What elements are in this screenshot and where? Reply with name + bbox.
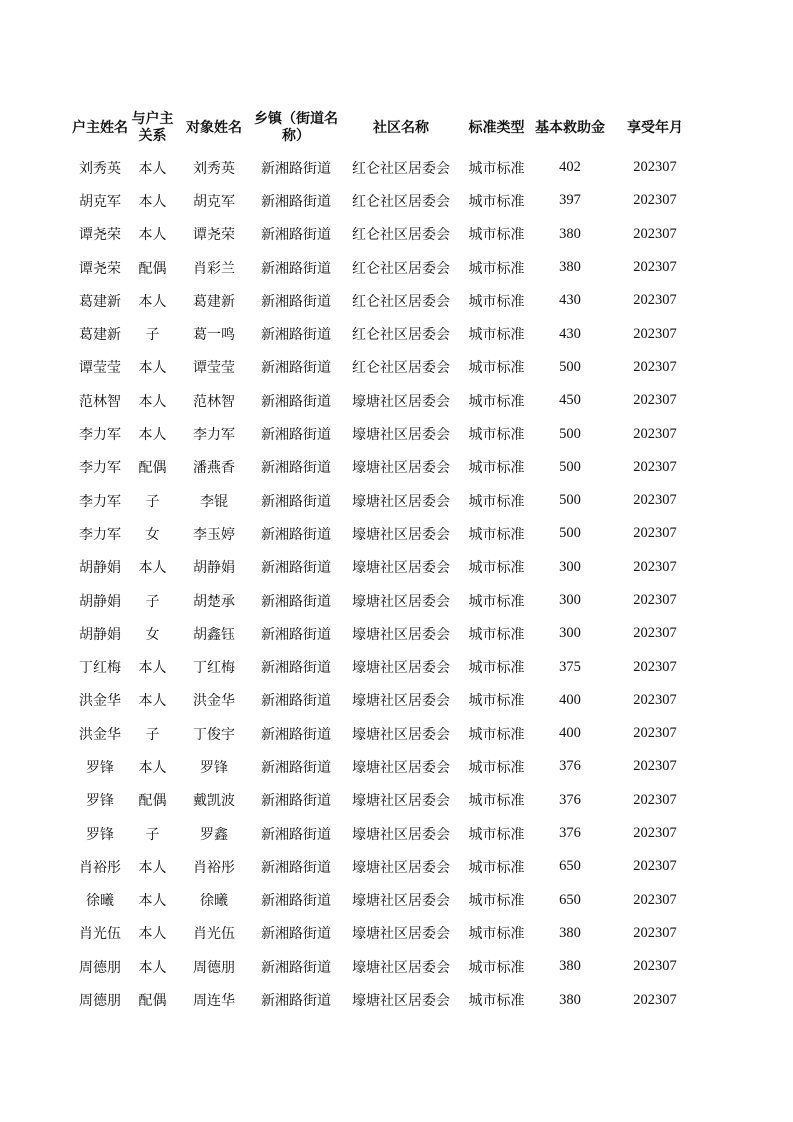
relationship-cell: 配偶 bbox=[138, 993, 167, 1010]
month-cell: 202307 bbox=[633, 558, 677, 575]
relationship-cell: 子 bbox=[145, 327, 160, 344]
community-cell: 壕塘社区居委会 bbox=[352, 959, 450, 976]
month-cell: 202307 bbox=[633, 858, 677, 875]
basic-aid-cell: 400 bbox=[559, 725, 581, 742]
month-cell: 202307 bbox=[633, 392, 677, 409]
basic-aid-cell: 500 bbox=[559, 525, 581, 542]
table-row bbox=[70, 917, 700, 950]
household-head-cell: 胡静娟 bbox=[79, 560, 121, 577]
table-row bbox=[70, 384, 700, 417]
month-cell: 202307 bbox=[633, 159, 677, 176]
standard-type-cell: 城市标准 bbox=[468, 227, 525, 244]
subdistrict-cell: 新湘路街道 bbox=[261, 327, 331, 344]
standard-type-cell: 城市标准 bbox=[468, 759, 525, 776]
standard-type-cell: 城市标准 bbox=[468, 560, 525, 577]
community-cell: 壕塘社区居委会 bbox=[352, 460, 450, 477]
basic-aid-cell: 500 bbox=[559, 358, 581, 375]
month-cell: 202307 bbox=[633, 292, 677, 309]
roster-body bbox=[70, 151, 700, 1017]
household-head-cell: 李力军 bbox=[79, 493, 121, 510]
recipient-name-cell: 丁红梅 bbox=[193, 660, 235, 677]
subdistrict-cell: 新湘路街道 bbox=[261, 793, 331, 810]
subdistrict-cell: 新湘路街道 bbox=[261, 460, 331, 477]
recipient-name-cell: 谭尧荣 bbox=[193, 227, 235, 244]
recipient-name-cell: 李锟 bbox=[200, 493, 228, 510]
community-cell: 红仑社区居委会 bbox=[352, 293, 450, 310]
community-cell: 壕塘社区居委会 bbox=[352, 859, 450, 876]
relationship-cell: 配偶 bbox=[138, 793, 167, 810]
recipient-name-cell: 罗锋 bbox=[200, 759, 228, 776]
relationship-cell: 子 bbox=[145, 593, 160, 610]
subdistrict-cell: 新湘路街道 bbox=[261, 227, 331, 244]
relationship-cell: 本人 bbox=[138, 193, 167, 210]
month-cell: 202307 bbox=[633, 625, 677, 642]
month-cell: 202307 bbox=[633, 725, 677, 742]
basic-aid-cell: 375 bbox=[559, 658, 581, 675]
household-head-cell: 罗锋 bbox=[86, 793, 114, 810]
subdistrict-cell: 新湘路街道 bbox=[261, 360, 331, 377]
relationship-cell: 本人 bbox=[138, 427, 167, 444]
table-row bbox=[70, 151, 700, 184]
table-row bbox=[70, 650, 700, 683]
relationship-cell: 女 bbox=[145, 526, 160, 543]
table-row bbox=[70, 817, 700, 850]
subdistrict-cell: 新湘路街道 bbox=[261, 160, 331, 177]
month-cell: 202307 bbox=[633, 991, 677, 1008]
recipient-name-cell: 葛一鸣 bbox=[193, 327, 235, 344]
standard-type-cell: 城市标准 bbox=[468, 360, 525, 377]
header-relationship: 与户主关系 bbox=[131, 111, 174, 144]
community-cell: 红仑社区居委会 bbox=[352, 160, 450, 177]
basic-aid-cell: 650 bbox=[559, 858, 581, 875]
table-row bbox=[70, 717, 700, 750]
basic-aid-cell: 397 bbox=[559, 192, 581, 209]
household-head-cell: 李力军 bbox=[79, 526, 121, 543]
basic-aid-cell: 380 bbox=[559, 991, 581, 1008]
household-head-cell: 李力军 bbox=[79, 460, 121, 477]
relationship-cell: 配偶 bbox=[138, 260, 167, 277]
household-head-cell: 丁红梅 bbox=[79, 660, 121, 677]
basic-aid-cell: 400 bbox=[559, 691, 581, 708]
household-head-cell: 胡静娟 bbox=[79, 626, 121, 643]
basic-aid-cell: 402 bbox=[559, 159, 581, 176]
relationship-cell: 本人 bbox=[138, 893, 167, 910]
relationship-cell: 子 bbox=[145, 826, 160, 843]
standard-type-cell: 城市标准 bbox=[468, 293, 525, 310]
relationship-cell: 本人 bbox=[138, 759, 167, 776]
table-row bbox=[70, 950, 700, 983]
recipient-name-cell: 洪金华 bbox=[193, 693, 235, 710]
community-cell: 壕塘社区居委会 bbox=[352, 693, 450, 710]
relationship-cell: 子 bbox=[145, 493, 160, 510]
recipient-name-cell: 胡楚承 bbox=[193, 593, 235, 610]
community-cell: 壕塘社区居委会 bbox=[352, 560, 450, 577]
table-row bbox=[70, 551, 700, 584]
relationship-cell: 本人 bbox=[138, 859, 167, 876]
basic-aid-cell: 376 bbox=[559, 758, 581, 775]
subdistrict-cell: 新湘路街道 bbox=[261, 593, 331, 610]
recipient-name-cell: 肖裕彤 bbox=[193, 859, 235, 876]
header-recipient-name: 对象姓名 bbox=[186, 119, 242, 136]
subdistrict-cell: 新湘路街道 bbox=[261, 693, 331, 710]
basic-aid-cell: 380 bbox=[559, 259, 581, 276]
subdistrict-cell: 新湘路街道 bbox=[261, 560, 331, 577]
basic-aid-cell: 376 bbox=[559, 791, 581, 808]
community-cell: 壕塘社区居委会 bbox=[352, 626, 450, 643]
standard-type-cell: 城市标准 bbox=[468, 593, 525, 610]
recipient-name-cell: 徐曦 bbox=[200, 893, 228, 910]
recipient-name-cell: 周连华 bbox=[193, 993, 235, 1010]
subdistrict-cell: 新湘路街道 bbox=[261, 293, 331, 310]
month-cell: 202307 bbox=[633, 259, 677, 276]
recipient-name-cell: 丁俊宇 bbox=[193, 726, 235, 743]
roster-table bbox=[70, 105, 700, 1017]
relationship-cell: 本人 bbox=[138, 293, 167, 310]
household-head-cell: 罗锋 bbox=[86, 826, 114, 843]
standard-type-cell: 城市标准 bbox=[468, 793, 525, 810]
subdistrict-cell: 新湘路街道 bbox=[261, 726, 331, 743]
table-row bbox=[70, 884, 700, 917]
subdistrict-cell: 新湘路街道 bbox=[261, 193, 331, 210]
household-head-cell: 徐曦 bbox=[86, 893, 114, 910]
standard-type-cell: 城市标准 bbox=[468, 893, 525, 910]
assistance-roster bbox=[70, 105, 700, 1017]
standard-type-cell: 城市标准 bbox=[468, 393, 525, 410]
relationship-cell: 本人 bbox=[138, 560, 167, 577]
recipient-name-cell: 周德朋 bbox=[193, 959, 235, 976]
community-cell: 壕塘社区居委会 bbox=[352, 393, 450, 410]
subdistrict-cell: 新湘路街道 bbox=[261, 893, 331, 910]
basic-aid-cell: 300 bbox=[559, 592, 581, 608]
basic-aid-cell: 376 bbox=[559, 825, 581, 842]
standard-type-cell: 城市标准 bbox=[468, 959, 525, 976]
month-cell: 202307 bbox=[633, 958, 677, 975]
household-head-cell: 周德朋 bbox=[79, 993, 121, 1010]
basic-aid-cell: 300 bbox=[559, 625, 581, 642]
table-row bbox=[70, 284, 700, 317]
relationship-cell: 本人 bbox=[138, 227, 167, 244]
household-head-cell: 周德朋 bbox=[79, 959, 121, 976]
subdistrict-cell: 新湘路街道 bbox=[261, 427, 331, 444]
standard-type-cell: 城市标准 bbox=[468, 160, 525, 177]
community-cell: 壕塘社区居委会 bbox=[352, 993, 450, 1010]
relationship-cell: 本人 bbox=[138, 360, 167, 377]
standard-type-cell: 城市标准 bbox=[468, 626, 525, 643]
household-head-cell: 葛建新 bbox=[79, 327, 121, 344]
household-head-cell: 葛建新 bbox=[79, 293, 121, 310]
basic-aid-cell: 430 bbox=[559, 325, 581, 342]
relationship-cell: 子 bbox=[145, 726, 160, 743]
community-cell: 红仑社区居委会 bbox=[352, 360, 450, 377]
table-row bbox=[70, 417, 700, 450]
basic-aid-cell: 650 bbox=[559, 891, 581, 908]
basic-aid-cell: 500 bbox=[559, 425, 581, 442]
month-cell: 202307 bbox=[633, 425, 677, 442]
subdistrict-cell: 新湘路街道 bbox=[261, 826, 331, 843]
header-basic-aid: 基本救助金 bbox=[535, 119, 605, 136]
header-community: 社区名称 bbox=[373, 119, 429, 136]
community-cell: 红仑社区居委会 bbox=[352, 327, 450, 344]
recipient-name-cell: 胡鑫钰 bbox=[193, 626, 235, 643]
relationship-cell: 本人 bbox=[138, 393, 167, 410]
month-cell: 202307 bbox=[633, 691, 677, 708]
household-head-cell: 范林智 bbox=[79, 393, 121, 410]
subdistrict-cell: 新湘路街道 bbox=[261, 926, 331, 943]
basic-aid-cell: 500 bbox=[559, 492, 581, 509]
community-cell: 红仑社区居委会 bbox=[352, 227, 450, 244]
household-head-cell: 谭莹莹 bbox=[79, 360, 121, 377]
recipient-name-cell: 刘秀英 bbox=[193, 160, 235, 177]
basic-aid-cell: 380 bbox=[559, 225, 581, 242]
subdistrict-cell: 新湘路街道 bbox=[261, 526, 331, 543]
household-head-cell: 肖裕彤 bbox=[79, 859, 121, 876]
month-cell: 202307 bbox=[633, 924, 677, 941]
standard-type-cell: 城市标准 bbox=[468, 427, 525, 444]
household-head-cell: 刘秀英 bbox=[79, 160, 121, 177]
household-head-cell: 胡静娟 bbox=[79, 593, 121, 610]
recipient-name-cell: 胡克军 bbox=[193, 193, 235, 210]
standard-type-cell: 城市标准 bbox=[468, 693, 525, 710]
recipient-name-cell: 罗鑫 bbox=[200, 826, 228, 843]
community-cell: 壕塘社区居委会 bbox=[352, 660, 450, 677]
standard-type-cell: 城市标准 bbox=[468, 493, 525, 510]
basic-aid-cell: 430 bbox=[559, 292, 581, 309]
basic-aid-cell: 300 bbox=[559, 558, 581, 575]
table-row bbox=[70, 451, 700, 484]
month-cell: 202307 bbox=[633, 325, 677, 342]
relationship-cell: 本人 bbox=[138, 160, 167, 177]
basic-aid-cell: 380 bbox=[559, 924, 581, 941]
table-row bbox=[70, 351, 700, 384]
community-cell: 壕塘社区居委会 bbox=[352, 926, 450, 943]
recipient-name-cell: 李力军 bbox=[193, 427, 235, 444]
standard-type-cell: 城市标准 bbox=[468, 260, 525, 277]
standard-type-cell: 城市标准 bbox=[468, 993, 525, 1010]
community-cell: 壕塘社区居委会 bbox=[352, 726, 450, 743]
subdistrict-cell: 新湘路街道 bbox=[261, 859, 331, 876]
household-head-cell: 谭尧荣 bbox=[79, 227, 121, 244]
standard-type-cell: 城市标准 bbox=[468, 726, 525, 743]
household-head-cell: 罗锋 bbox=[86, 759, 114, 776]
subdistrict-cell: 新湘路街道 bbox=[261, 660, 331, 677]
relationship-cell: 本人 bbox=[138, 660, 167, 677]
basic-aid-cell: 500 bbox=[559, 458, 581, 475]
month-cell: 202307 bbox=[633, 358, 677, 375]
subdistrict-cell: 新湘路街道 bbox=[261, 959, 331, 976]
subdistrict-cell: 新湘路街道 bbox=[261, 260, 331, 277]
community-cell: 壕塘社区居委会 bbox=[352, 893, 450, 910]
table-row bbox=[70, 684, 700, 717]
standard-type-cell: 城市标准 bbox=[468, 859, 525, 876]
community-cell: 壕塘社区居委会 bbox=[352, 493, 450, 510]
table-row bbox=[70, 850, 700, 883]
standard-type-cell: 城市标准 bbox=[468, 926, 525, 943]
standard-type-cell: 城市标准 bbox=[468, 826, 525, 843]
standard-type-cell: 城市标准 bbox=[468, 460, 525, 477]
table-row bbox=[70, 251, 700, 284]
recipient-name-cell: 李玉婷 bbox=[193, 526, 235, 543]
household-head-cell: 洪金华 bbox=[79, 693, 121, 710]
household-head-cell: 肖光伍 bbox=[79, 926, 121, 943]
table-row bbox=[70, 484, 700, 517]
recipient-name-cell: 谭莹莹 bbox=[193, 360, 235, 377]
header-row bbox=[70, 105, 700, 151]
subdistrict-cell: 新湘路街道 bbox=[261, 759, 331, 776]
relationship-cell: 本人 bbox=[138, 926, 167, 943]
table-row bbox=[70, 317, 700, 350]
table-row bbox=[70, 517, 700, 550]
standard-type-cell: 城市标准 bbox=[468, 526, 525, 543]
month-cell: 202307 bbox=[633, 458, 677, 475]
month-cell: 202307 bbox=[633, 658, 677, 675]
table-row bbox=[70, 184, 700, 217]
recipient-name-cell: 肖光伍 bbox=[193, 926, 235, 943]
header-household-head: 户主姓名 bbox=[72, 119, 128, 136]
month-cell: 202307 bbox=[633, 492, 677, 509]
subdistrict-cell: 新湘路街道 bbox=[261, 993, 331, 1010]
basic-aid-cell: 380 bbox=[559, 958, 581, 975]
relationship-cell: 女 bbox=[145, 626, 160, 643]
relationship-cell: 本人 bbox=[138, 959, 167, 976]
recipient-name-cell: 戴凯波 bbox=[193, 793, 235, 810]
table-row bbox=[70, 750, 700, 783]
month-cell: 202307 bbox=[633, 525, 677, 542]
recipient-name-cell: 胡静娟 bbox=[193, 560, 235, 577]
recipient-name-cell: 潘燕香 bbox=[193, 460, 235, 477]
community-cell: 壕塘社区居委会 bbox=[352, 793, 450, 810]
relationship-cell: 配偶 bbox=[138, 460, 167, 477]
table-row bbox=[70, 983, 700, 1016]
community-cell: 壕塘社区居委会 bbox=[352, 826, 450, 843]
month-cell: 202307 bbox=[633, 192, 677, 209]
header-month: 享受年月 bbox=[627, 119, 683, 136]
household-head-cell: 洪金华 bbox=[79, 726, 121, 743]
recipient-name-cell: 葛建新 bbox=[193, 293, 235, 310]
recipient-name-cell: 肖彩兰 bbox=[193, 260, 235, 277]
community-cell: 壕塘社区居委会 bbox=[352, 526, 450, 543]
header-subdistrict: 乡镇（街道名称） bbox=[254, 111, 338, 144]
household-head-cell: 谭尧荣 bbox=[79, 260, 121, 277]
community-cell: 壕塘社区居委会 bbox=[352, 593, 450, 610]
standard-type-cell: 城市标准 bbox=[468, 660, 525, 677]
header-standard-type: 标准类型 bbox=[468, 119, 525, 136]
subdistrict-cell: 新湘路街道 bbox=[261, 626, 331, 643]
recipient-name-cell: 范林智 bbox=[193, 393, 235, 410]
community-cell: 壕塘社区居委会 bbox=[352, 427, 450, 444]
community-cell: 红仑社区居委会 bbox=[352, 193, 450, 210]
subdistrict-cell: 新湘路街道 bbox=[261, 393, 331, 410]
month-cell: 202307 bbox=[633, 791, 677, 808]
community-cell: 红仑社区居委会 bbox=[352, 260, 450, 277]
table-row bbox=[70, 617, 700, 650]
table-row bbox=[70, 784, 700, 817]
relationship-cell: 本人 bbox=[138, 693, 167, 710]
household-head-cell: 李力军 bbox=[79, 427, 121, 444]
month-cell: 202307 bbox=[633, 825, 677, 842]
table-row bbox=[70, 584, 700, 617]
month-cell: 202307 bbox=[633, 225, 677, 242]
household-head-cell: 胡克军 bbox=[79, 193, 121, 210]
table-row bbox=[70, 218, 700, 251]
community-cell: 壕塘社区居委会 bbox=[352, 759, 450, 776]
basic-aid-cell: 450 bbox=[559, 392, 581, 409]
month-cell: 202307 bbox=[633, 592, 677, 608]
subdistrict-cell: 新湘路街道 bbox=[261, 493, 331, 510]
month-cell: 202307 bbox=[633, 758, 677, 775]
month-cell: 202307 bbox=[633, 891, 677, 908]
standard-type-cell: 城市标准 bbox=[468, 193, 525, 210]
standard-type-cell: 城市标准 bbox=[468, 327, 525, 344]
